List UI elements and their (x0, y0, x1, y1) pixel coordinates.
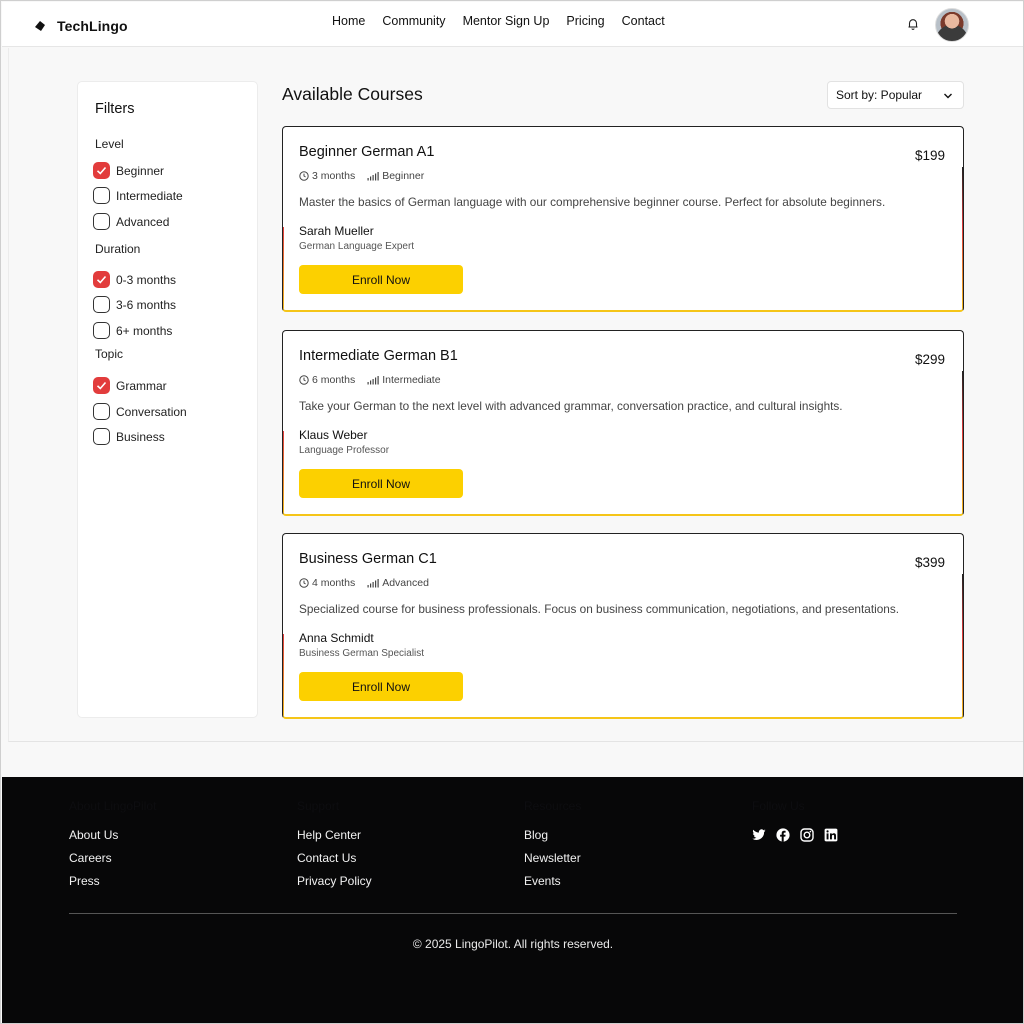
nav-community[interactable]: Community (382, 14, 446, 28)
instructor-role: German Language Expert (299, 241, 415, 252)
footer-link-press[interactable]: Press (69, 874, 100, 888)
course-duration: 3 months (312, 170, 356, 182)
main-nav (332, 14, 682, 28)
filter-label: Beginner (116, 163, 165, 178)
footer-divider (69, 913, 957, 914)
logo-icon (35, 21, 45, 31)
clock-icon (299, 578, 309, 588)
footer-link-careers[interactable]: Careers (69, 851, 112, 865)
course-meta (299, 577, 429, 589)
footer-link-about-us[interactable]: About Us (69, 828, 119, 842)
footer-link-events[interactable]: Events (524, 874, 561, 888)
course-card (282, 330, 964, 516)
course-level: Intermediate (382, 374, 441, 386)
checkbox[interactable] (93, 213, 110, 230)
filter-beginner[interactable] (93, 162, 164, 179)
footer-link-newsletter[interactable]: Newsletter (524, 851, 581, 865)
linkedin-icon[interactable] (824, 828, 838, 842)
check-icon (96, 274, 107, 285)
chevron-down-icon (943, 91, 953, 101)
filter-group-topic-title: Topic (95, 347, 124, 361)
enroll-now-button[interactable]: Enroll Now (299, 469, 463, 498)
footer-link-blog[interactable]: Blog (524, 828, 549, 842)
check-icon (96, 380, 107, 391)
filter-group-duration-title: Duration (95, 242, 141, 256)
course-level: Beginner (382, 170, 425, 182)
filter-intermediate[interactable] (93, 187, 183, 204)
checkbox[interactable] (93, 403, 110, 420)
footer-col-support (297, 799, 372, 888)
course-level: Advanced (382, 577, 429, 589)
course-card (282, 533, 964, 719)
available-courses-title: Available Courses (282, 84, 423, 104)
instructor-name: Anna Schmidt (299, 631, 374, 645)
course-meta (299, 374, 441, 386)
brand-logo[interactable] (35, 18, 128, 34)
course-title: Business German C1 (299, 551, 437, 567)
filter-label: Intermediate (116, 188, 183, 203)
instructor-name: Klaus Weber (299, 428, 368, 442)
card-accent (282, 634, 284, 719)
footer-heading: Follow Us (752, 799, 805, 813)
filter-label: Conversation (116, 404, 187, 419)
course-title: Intermediate German B1 (299, 348, 458, 364)
footer-heading: Support (297, 799, 340, 813)
checkbox-checked[interactable] (93, 271, 110, 288)
filter-6-plus-months[interactable] (93, 322, 172, 339)
nav-home[interactable]: Home (332, 14, 366, 28)
course-meta (299, 170, 424, 182)
instagram-icon[interactable] (800, 828, 814, 842)
enroll-now-button[interactable]: Enroll Now (299, 265, 463, 294)
course-duration: 4 months (312, 577, 356, 589)
top-header (2, 2, 1024, 47)
course-price: $399 (914, 555, 945, 570)
check-icon (96, 165, 107, 176)
checkbox-checked[interactable] (93, 162, 110, 179)
checkbox[interactable] (93, 187, 110, 204)
facebook-icon[interactable] (776, 828, 790, 842)
course-description: Master the basics of German language with our comprehensive beginner course. Perfect for absolute beginners. (299, 195, 886, 209)
nav-pricing[interactable]: Pricing (566, 14, 605, 28)
footer-col-follow (752, 799, 848, 842)
checkbox-checked[interactable] (93, 377, 110, 394)
filter-label: 3-6 months (116, 297, 177, 312)
footer-col-resources (524, 799, 581, 888)
footer-heading: Resources (524, 799, 582, 813)
site-footer (2, 777, 1024, 1024)
course-price: $199 (914, 148, 945, 163)
bell-icon[interactable] (906, 17, 920, 31)
clock-icon (299, 375, 309, 385)
filters-title: Filters (95, 101, 135, 117)
user-avatar[interactable] (935, 8, 969, 42)
filters-sidebar (77, 81, 258, 718)
instructor-name: Sarah Mueller (299, 224, 374, 238)
course-description: Specialized course for business professionals. Focus on business communication, negotiations, and presentations. (299, 602, 900, 616)
footer-col-about (69, 799, 156, 888)
card-accent (962, 574, 964, 719)
card-accent (282, 227, 284, 312)
checkbox[interactable] (93, 428, 110, 445)
footer-heading: About LingoPilot (69, 799, 157, 813)
filter-label: 6+ months (116, 323, 173, 338)
nav-contact[interactable]: Contact (621, 14, 665, 28)
instructor-role: Language Professor (299, 445, 390, 456)
card-accent (282, 431, 284, 516)
card-accent (962, 167, 964, 312)
card-accent (962, 371, 964, 516)
filter-conversation[interactable] (93, 403, 187, 420)
twitter-icon[interactable] (752, 828, 766, 842)
sort-dropdown[interactable] (827, 81, 964, 109)
checkbox[interactable] (93, 322, 110, 339)
filter-label: Advanced (116, 214, 170, 229)
copyright-text: © 2025 LingoPilot. All rights reserved. (412, 937, 614, 951)
checkbox[interactable] (93, 296, 110, 313)
nav-mentor-sign-up[interactable]: Mentor Sign Up (462, 14, 550, 28)
filter-group-level-title: Level (95, 137, 124, 151)
signal-bars-icon (367, 171, 379, 181)
course-card (282, 126, 964, 312)
signal-bars-icon (367, 375, 379, 385)
course-description: Take your German to the next level with advanced grammar, conversation practice, and cultural insights. (299, 399, 843, 413)
clock-icon (299, 171, 309, 181)
filter-0-3-months[interactable] (93, 271, 176, 288)
filter-advanced[interactable] (93, 213, 169, 230)
course-title: Beginner German A1 (299, 144, 435, 160)
filter-3-6-months[interactable] (93, 296, 176, 313)
instructor-role: Business German Specialist (299, 648, 425, 659)
course-price: $299 (914, 352, 945, 367)
filter-label: 0-3 months (116, 272, 177, 287)
footer-link-privacy-policy[interactable]: Privacy Policy (297, 874, 372, 888)
filter-label: Grammar (116, 378, 167, 393)
filter-grammar[interactable] (93, 377, 167, 394)
course-duration: 6 months (312, 374, 356, 386)
social-links (752, 828, 848, 842)
sort-label: Sort by: Popular (836, 88, 923, 102)
filter-label: Business (116, 429, 165, 444)
footer-link-help-center[interactable]: Help Center (297, 828, 362, 842)
brand-name: TechLingo (57, 18, 128, 34)
enroll-now-button[interactable]: Enroll Now (299, 672, 463, 701)
footer-link-contact-us[interactable]: Contact Us (297, 851, 357, 865)
signal-bars-icon (367, 578, 379, 588)
filter-business[interactable] (93, 428, 165, 445)
